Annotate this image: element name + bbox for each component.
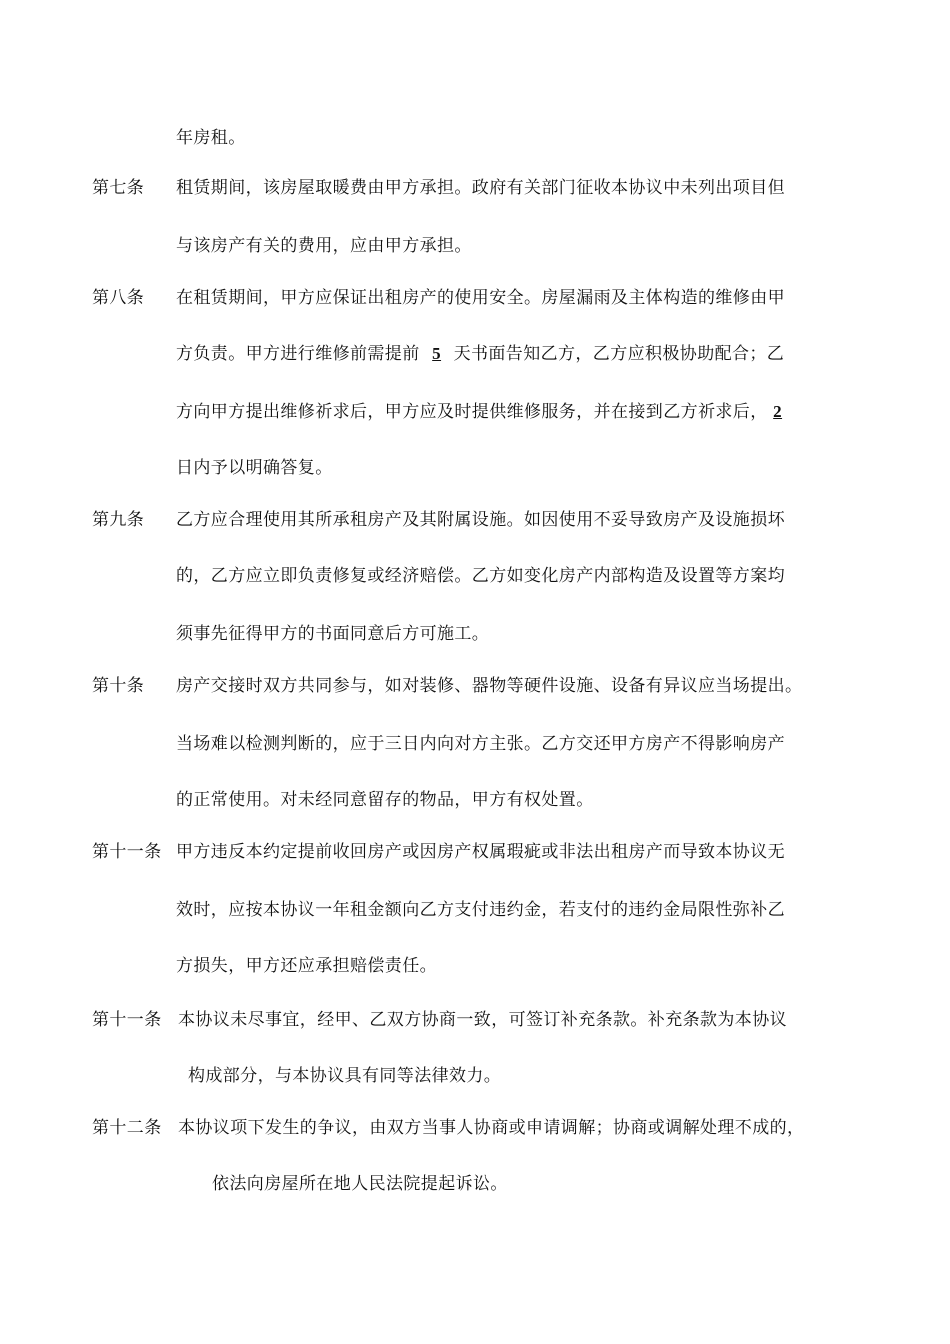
article-9-line-1: 乙方应合理使用其所承租房产及其附属设施。如因使用不妥导致房产及设施损坏 — [176, 510, 785, 530]
article-9-line-2: 的，乙方应立即负责修复或经济赔偿。乙方如变化房产内部构造及设置等方案均 — [176, 566, 785, 586]
article-8-line-2 — [176, 343, 784, 365]
article-8-line-2-after: 天书面告知乙方，乙方应积极协助配合；乙 — [453, 344, 785, 364]
article-8-line-1: 在租赁期间，甲方应保证出租房产的使用安全。房屋漏雨及主体构造的维修由甲 — [176, 288, 785, 308]
reply-days-value: 2 — [773, 402, 783, 421]
article-10-line-1: 房产交接时双方共同参与，如对装修、器物等硬件设施、设备有异议应当场提出。 — [176, 676, 803, 696]
article-8-label: 第八条 — [92, 288, 145, 308]
article-11-line-1: 甲方违反本约定提前收回房产或因房产权属瑕疵或非法出租房产而导致本协议无 — [176, 842, 785, 862]
article-8-line-3-before: 方向甲方提出维修祈求后，甲方应及时提供维修服务，并在接到乙方祈求后， — [176, 402, 768, 422]
article-11-label: 第十一条 — [92, 842, 162, 862]
article-8-line-2-before: 方负责。甲方进行维修前需提前 — [176, 344, 420, 364]
article-11-line-3: 方损失，甲方还应承担赔偿责任。 — [176, 956, 437, 976]
article-8-line-3 — [176, 401, 788, 423]
article-12-line-2: 依法向房屋所在地人民法院提起诉讼。 — [212, 1174, 508, 1194]
article-11b-label: 第十一条 — [92, 1010, 162, 1030]
article-10-line-3: 的正常使用。对未经同意留存的物品，甲方有权处置。 — [176, 790, 594, 810]
article-9-line-3: 须事先征得甲方的书面同意后方可施工。 — [176, 624, 490, 644]
notice-days-value: 5 — [432, 344, 442, 363]
article-8-line-4: 日内予以明确答复。 — [176, 458, 333, 478]
article-12-line-1: 本协议项下发生的争议，由双方当事人协商或申请调解；协商或调解处理不成的， — [178, 1118, 805, 1138]
continuation-text: 年房租。 — [176, 128, 246, 148]
article-7-line-1: 租赁期间，该房屋取暖费由甲方承担。政府有关部门征收本协议中未列出项目但 — [176, 178, 785, 198]
article-11b-line-2: 构成部分，与本协议具有同等法律效力。 — [188, 1066, 502, 1086]
article-12-label: 第十二条 — [92, 1118, 162, 1138]
article-10-label: 第十条 — [92, 676, 145, 696]
article-7-label: 第七条 — [92, 178, 145, 198]
article-11-line-2: 效时，应按本协议一年租金额向乙方支付违约金，若支付的违约金局限性弥补乙 — [176, 900, 785, 920]
article-11b-line-1: 本协议未尽事宜，经甲、乙双方协商一致，可签订补充条款。补充条款为本协议 — [178, 1010, 787, 1030]
article-9-label: 第九条 — [92, 510, 145, 530]
article-7-line-2: 与该房产有关的费用，应由甲方承担。 — [176, 236, 472, 256]
article-10-line-2: 当场难以检测判断的，应于三日内向对方主张。乙方交还甲方房产不得影响房产 — [176, 734, 785, 754]
